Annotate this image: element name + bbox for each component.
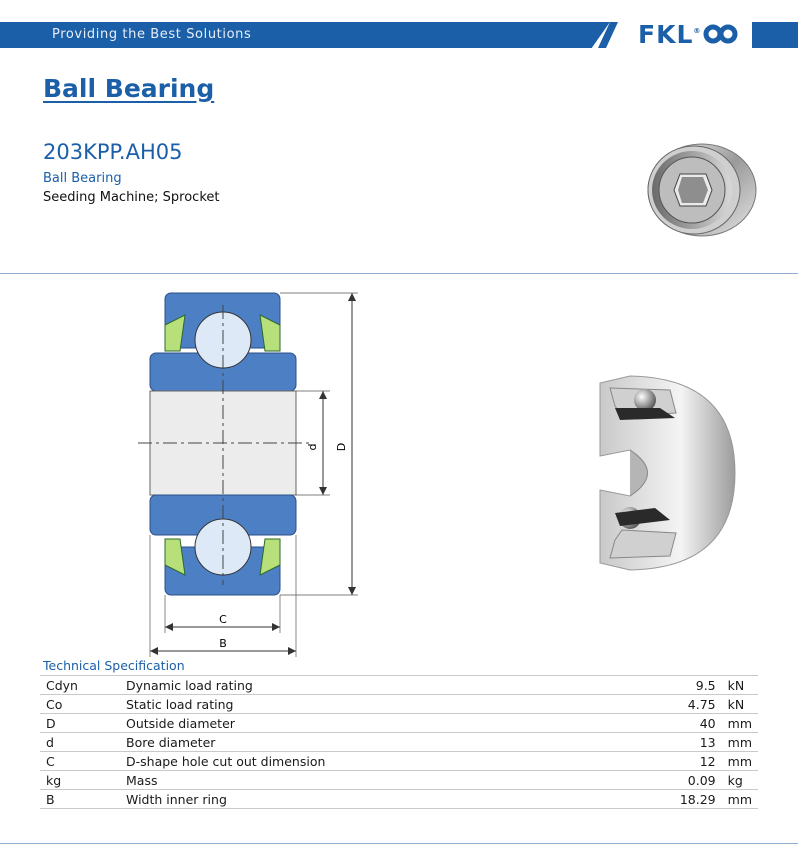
- spec-description: D-shape hole cut out dimension: [120, 752, 590, 771]
- table-row: [40, 695, 758, 714]
- spec-value: 0.09: [590, 771, 722, 790]
- spec-unit: mm: [722, 733, 758, 752]
- spec-unit: mm: [722, 790, 758, 809]
- spec-unit: kg: [722, 771, 758, 790]
- spec-symbol: Co: [40, 695, 120, 714]
- table-row: [40, 714, 758, 733]
- product-type: Ball Bearing: [43, 171, 122, 186]
- logo-registered: ®: [693, 27, 702, 35]
- dim-label-b: B: [219, 637, 227, 650]
- spec-description: Bore diameter: [120, 733, 590, 752]
- spec-symbol: C: [40, 752, 120, 771]
- spec-value: 40: [590, 714, 722, 733]
- spec-symbol: kg: [40, 771, 120, 790]
- spec-description: Static load rating: [120, 695, 590, 714]
- banner-slashes: [592, 22, 626, 48]
- spec-description: Width inner ring: [120, 790, 590, 809]
- table-row: [40, 790, 758, 809]
- spec-description: Outside diameter: [120, 714, 590, 733]
- product-application: Seeding Machine; Sprocket: [43, 190, 220, 205]
- footer-divider: [0, 843, 798, 844]
- table-row: [40, 752, 758, 771]
- spec-unit: kN: [722, 695, 758, 714]
- cross-section-drawing: [130, 285, 370, 665]
- section-divider: [0, 273, 798, 274]
- dim-label-c: C: [219, 613, 227, 626]
- logo-infinity-icon: [703, 24, 739, 44]
- dim-label-outer-d: D: [335, 442, 348, 452]
- dim-label-d: d: [306, 443, 319, 451]
- banner-bar-right: [752, 22, 798, 48]
- tagline: Providing the Best Solutions: [52, 27, 252, 42]
- spec-value: 18.29: [590, 790, 722, 809]
- bearing-photo: [640, 140, 760, 240]
- spec-value: 9.5: [590, 676, 722, 695]
- spec-unit: mm: [722, 752, 758, 771]
- spec-description: Dynamic load rating: [120, 676, 590, 695]
- table-row: [40, 676, 758, 695]
- spec-symbol: D: [40, 714, 120, 733]
- spec-value: 13: [590, 733, 722, 752]
- table-row: [40, 733, 758, 752]
- model-number: 203KPP.AH05: [43, 140, 183, 164]
- spec-symbol: d: [40, 733, 120, 752]
- spec-symbol: Cdyn: [40, 676, 120, 695]
- spec-table: [40, 675, 758, 809]
- fkl-logo: [638, 22, 739, 48]
- spec-value: 4.75: [590, 695, 722, 714]
- spec-title: Technical Specification: [43, 658, 185, 673]
- spec-unit: kN: [722, 676, 758, 695]
- table-row: [40, 771, 758, 790]
- header-banner: [0, 22, 798, 48]
- spec-description: Mass: [120, 771, 590, 790]
- logo-text: FKL: [638, 20, 694, 49]
- page-title: Ball Bearing: [43, 74, 215, 103]
- spec-symbol: B: [40, 790, 120, 809]
- spec-value: 12: [590, 752, 722, 771]
- cutaway-render: [590, 368, 740, 578]
- spec-unit: mm: [722, 714, 758, 733]
